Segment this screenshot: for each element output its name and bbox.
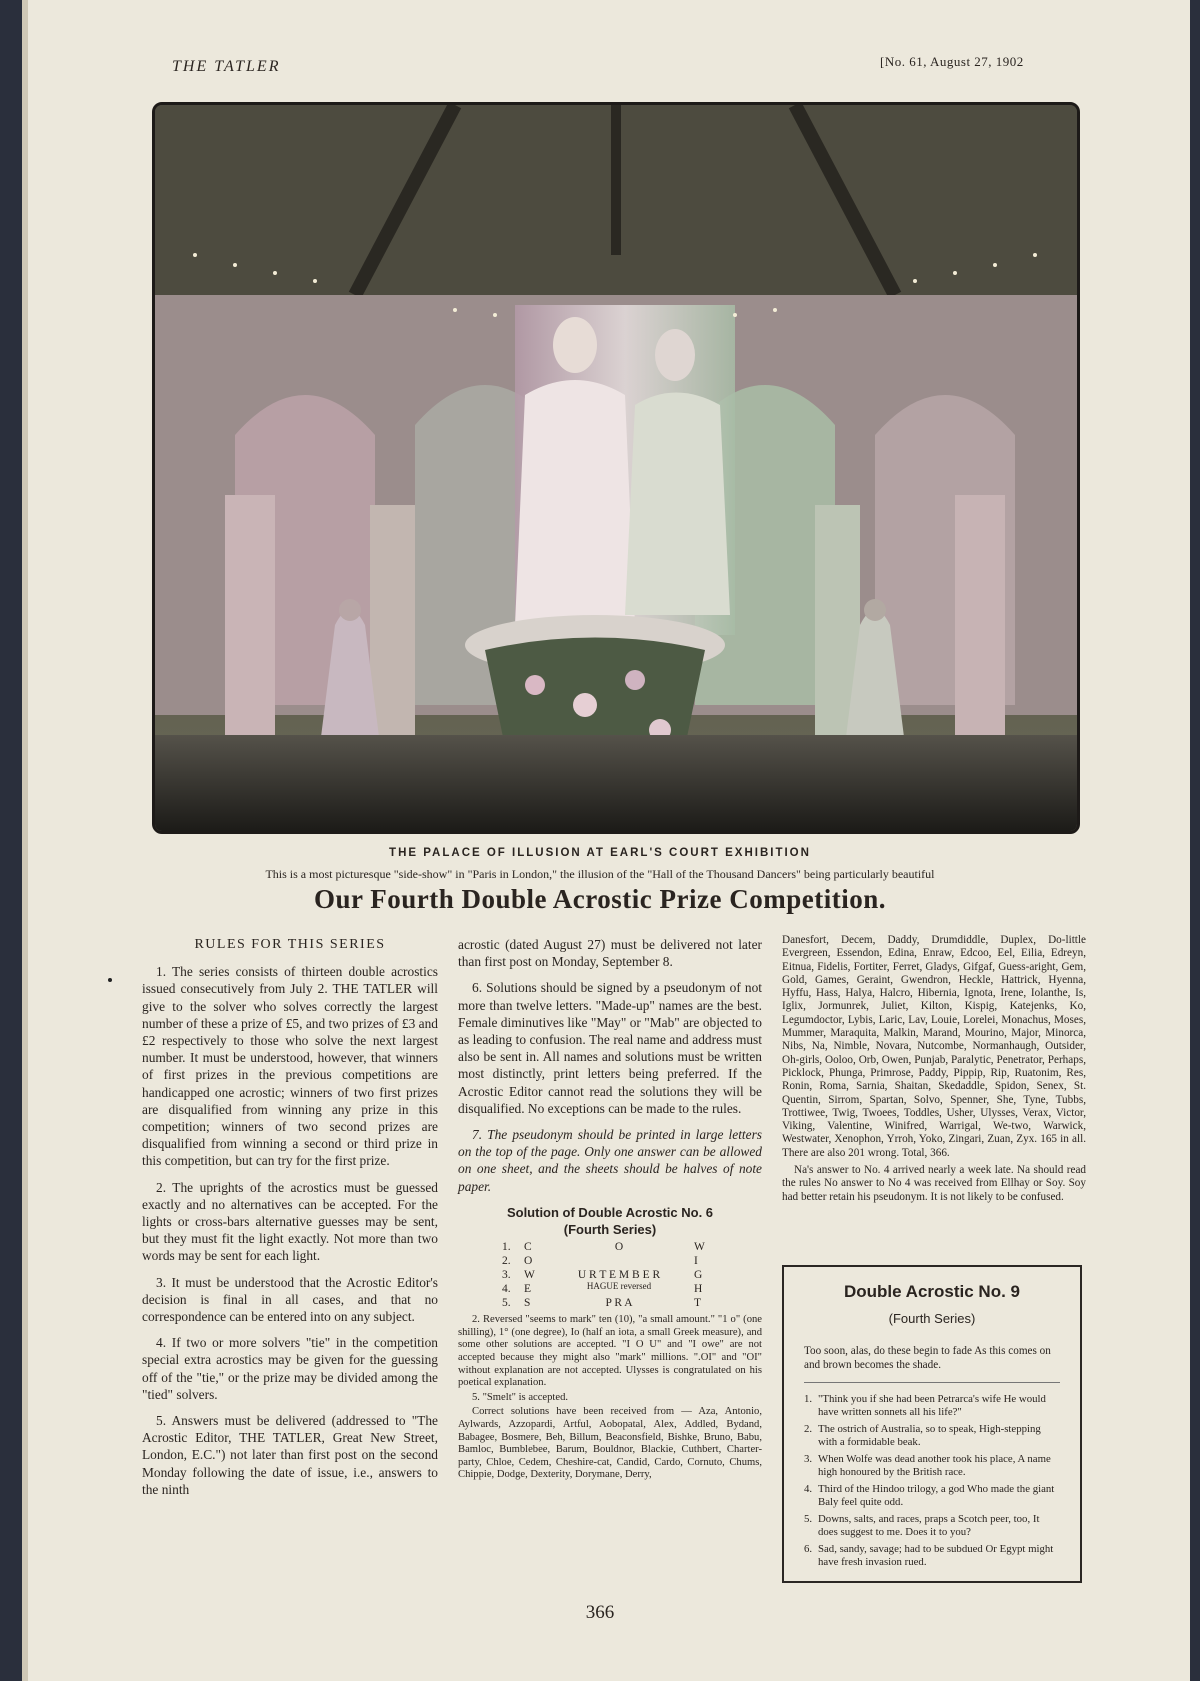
photo-caption-title: THE PALACE OF ILLUSION AT EARL'S COURT EXHIBITION: [389, 847, 811, 859]
solution-title: Solution of Double Acrostic No. 6: [506, 1204, 714, 1220]
puzzle-clue: 6. Sad, sandy, savage; had to be subdued Or Egypt might have fresh invasion rued.: [804, 1543, 1054, 1568]
note-paragraph: 5. "Smelt" is accepted.: [472, 1391, 569, 1403]
rule-paragraph: acrostic (dated August 27) must be delivered not later than first post on Monday, September 8.: [458, 937, 762, 970]
page-number: 366: [585, 1602, 615, 1623]
solution-notes: [458, 1314, 762, 1482]
note-paragraph: 2. Reversed "seems to mark" ten (10), "a small amount." "1 o" (one shilling), 1° (one degree), Io (half an iota, a small Greek measure), and some other solutions are accepted. "I O U" and "I owe" are not accepted because they might also "mark" millions. ".OI" and "OI" without explanation are not accepted. Ulysses is congratulated on his poetical explanation.: [458, 1314, 762, 1389]
rule-paragraph: 3. It must be understood that the Acrostic Editor's decision is final in all cases, and that no correspondence can be entered into on any subject.: [142, 1274, 438, 1325]
rule-paragraph: 4. If two or more solvers "tie" in the competition special extra acrostics may be given for the guessing off of the "tie," or the prize may be divided among the "tied" solvers.: [142, 1335, 438, 1402]
solution-row: 5. S P R A T: [502, 1297, 702, 1310]
rule-paragraph: 7. The pseudonym should be printed in large letters on the top of the page. Only one answer can be allowed on one sheet, and the sheets should be halves of note paper.: [458, 1127, 762, 1194]
acrostic-puzzle-box: [782, 1265, 1082, 1583]
solvers-list: Danesfort, Decem, Daddy, Drumdiddle, Duplex, Do-little Evergreen, Essendon, Edina, Enraw, Edcoo, Eel, Eilia, Edreyn, Eitnua, Fidelis, Fortiter, Ferret, Gladys, Gifgaf, Guess-aright, Gem, Gold, Games, Geraint, Gwendron, Heckle, Hattrick, Hyenna, Hyffu, Hass, Halya, Halcro, Hibernia, Ignota, Irene, Iolanthe, Is, Iglix, Jormunrek, Juliet, Kilton, Kispig, Katejenks, Ko, Legumdoctor, Lybis, Laric, Lav, Louie, Lorelei, Monachus, Moses, Mummer, Maraquita, Malkin, Marand, Mourino, Major, Minorca, Nibs, Na, Nimble, Novara, Nutcombe, Normanhaugh, Outsider, Oh-girls, Ooloo, Orb, Owen, Punjab, Paralytic, Penetrator, Perhaps, Picklock, Phunga, Primrose, Paddy, Pippip, Rip, Ruatonim, Res, Ronin, Roma, Sarnia, Shaitan, Skedaddle, Spidon, Senex, St. Quentin, Sirrom, Spartan, Solvo, Spenner, She, Tyne, Tubbs, Trottiwee, Twig, Twoees, Toddles, Usher, Ulysses, Verax, Victor, Viking, Valentine, Winifred, Warrigal, We-two, Warwick, Westwater, Xenophon, Yrroh, Yoko, Zingari, Zuan, Zyx. 165 in all. There are also 201 wrong. Total, 366.: [782, 934, 1086, 1159]
rule-paragraph: 1. The series consists of thirteen double acrostics issued consecutively from July 2. THE TATLER will give to the solver who solves correctly the largest number of these a prize of £5, and two prizes of £3 and £2 respectively to those who solve the next largest number. It must be understood, however, that winners of first prizes in the previous competitions are handicapped one acrostic; winners of two first prizes are disqualified from winning any prize in this competition; winners of two second prizes are disqualified from winning a second or third prize in this competition, but can try for the first prize.: [142, 964, 438, 1169]
rule-paragraph: 5. Answers must be delivered (addressed to "The Acrostic Editor, THE TATLER, Great New Street, London, E.C.") not later than first post on the second Monday following the date of issue, i.e., answers to the ninth: [142, 1413, 438, 1497]
puzzle-clue: 2. The ostrich of Australia, so to speak, High-stepping with a formidable beak.: [804, 1423, 1041, 1448]
puzzle-title: Double Acrostic No. 9: [843, 1282, 1020, 1301]
photograph-icon: [155, 105, 1077, 831]
solvers-column: [782, 934, 1086, 1208]
competition-heading: Our Fourth Double Acrostic Prize Competition.: [314, 884, 886, 914]
puzzle-clue: 4. Third of the Hindoo trilogy, a god Who made the giant Baly feel quite odd.: [804, 1483, 1055, 1508]
solution-row: 1. C O W: [502, 1241, 705, 1254]
puzzle-intro: Too soon, alas, do these begin to fade As this comes on and brown becomes the shade.: [804, 1345, 1051, 1371]
solution-row: 4. E HAGUE reversed H: [502, 1281, 703, 1296]
puzzle-subtitle: (Fourth Series): [888, 1311, 976, 1326]
puzzle-clue: 5. Downs, salts, and races, praps a Scotch peer, too, It does suggest to me. Does it to you?: [804, 1513, 1040, 1538]
palace-of-illusion-photo: [152, 102, 1080, 834]
page-edge: [22, 0, 28, 1681]
rules-heading: RULES FOR THIS SERIES: [194, 937, 386, 952]
solution-row: 3. W U R T E M B E R G: [502, 1269, 703, 1282]
margin-dot: [108, 978, 112, 982]
puzzle-clue: 1. "Think you if she had been Petrarca's wife He would have written sonnets all his life?": [804, 1393, 1046, 1418]
rules-column: [142, 936, 438, 1507]
issue-date: [No. 61, August 27, 1902: [880, 54, 1024, 69]
rule-paragraph: 2. The uprights of the acrostics must be guessed exactly and no alternatives can be accepted. For the lights or cross-bars alternative guesses may be sent, but they must fit the light exactly. Not more than two words may be sent for each light.: [142, 1179, 438, 1264]
note-paragraph: Correct solutions have been received from — Aza, Antonio, Aylwards, Azzopardi, Artful, Aobopatal, Alex, Addled, Bydand, Babagee, Bosmere, Beh, Billum, Beaconsfield, Bishke, Bruno, Babu, Bamloc, Bumblebee, Barum, Bouldnor, Blackie, Cuthbert, Charter-party, Chloe, Cedem, Cheshire-cat, Candid, Cardo, Cornuto, Chums, Chippie, Dodge, Dexterity, Dorymane, Derry,: [458, 1406, 762, 1481]
divider: [804, 1382, 1060, 1383]
solution-row: 2. O I: [502, 1255, 698, 1268]
solution-subtitle: (Fourth Series): [563, 1222, 657, 1238]
rules-continued-column: [458, 936, 762, 1485]
rule-paragraph: 6. Solutions should be signed by a pseudonym of not more than twelve letters. "Made-up" names are the best. Female diminutives like "May" or "Mab" are objected to as leading to confusion. The real name and address must also be sent in. All names and solutions must be written most distinctly, print letters being preferred. If the Acrostic Editor cannot read the solutions they will be disqualified. No exceptions can be made to the rules.: [458, 980, 762, 1116]
solution-grid: [502, 1240, 762, 1310]
photo-caption-subtitle: This is a most picturesque "side-show" in "Paris in London," the illusion of the "Hall of the Thousand Dancers" being particularly beautiful: [265, 867, 935, 881]
masthead-title: THE TATLER: [172, 58, 281, 75]
puzzle-clue: 3. When Wolfe was dead another took his place, A name high honoured by the British race.: [804, 1453, 1051, 1478]
editor-note: Na's answer to No. 4 arrived nearly a week late. Na should read the rules No answer to No 4 was received from Ellhay or Soy. Soy had better retain his pseudonym. It is not likely to be confused.: [782, 1164, 1086, 1203]
